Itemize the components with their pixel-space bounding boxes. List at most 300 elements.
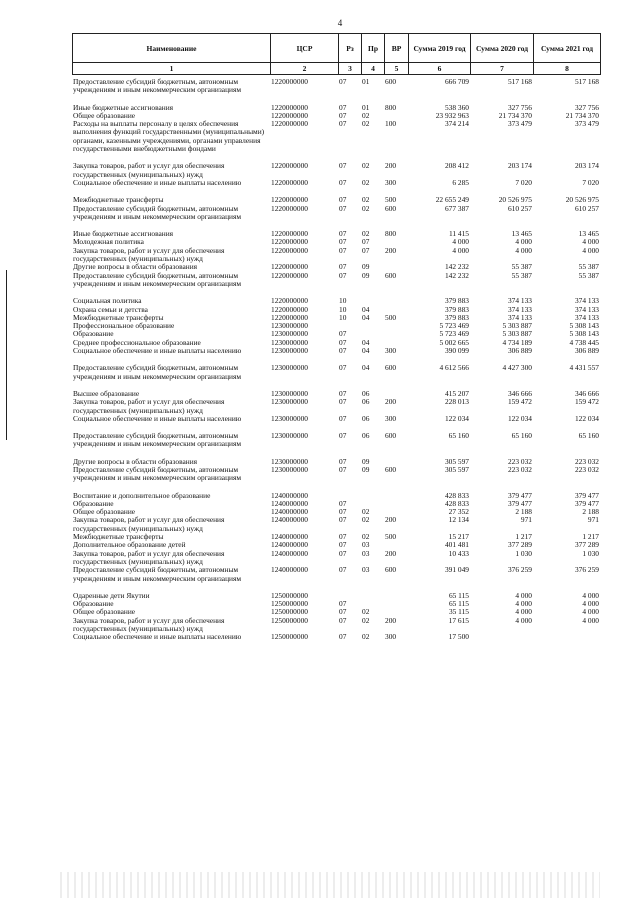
row-sum-2021: 306 889 [574,347,599,356]
row-sum-2020: 4 000 [515,608,532,617]
row-rz: 07 [339,103,347,112]
page-number: 4 [337,18,343,28]
row-pr [361,600,384,608]
row-sum-2020: 21 734 370 [498,111,532,120]
row-csr: 1250000000 [271,600,308,609]
row-sum-2019: 27 352 [448,508,469,517]
row-name: Межбюджетные трансферты [73,313,164,322]
table-row [72,415,600,423]
row-spacer [72,288,600,297]
row-pr: 01 [362,78,370,86]
row-sum-2021: 2 188 [582,508,599,517]
row-rz: 07 [339,271,347,280]
row-sum-2019: 22 655 249 [435,196,469,205]
table-row [72,608,600,616]
row-sum-2020: 517 168 [507,78,532,86]
row-csr: 1240000000 [271,516,308,525]
row-sum-2019: 4 000 [452,246,469,255]
row-csr: 1250000000 [271,633,308,642]
row-csr: 1220000000 [271,305,308,314]
row-sum-2021: 377 289 [574,541,599,550]
table-row [72,322,600,330]
row-sum-2020: 379 477 [507,499,532,508]
row-vr: 200 [385,516,397,525]
row-vr [384,238,408,246]
row-vr [384,112,408,120]
row-rz: 07 [339,230,347,239]
row-rz: 07 [339,516,347,525]
row-rz: 07 [339,246,347,255]
row-name: Предоставление субсидий бюджетным, автономным учреждениям и иным некоммерческим организациям [73,432,242,449]
row-vr: 600 [385,364,397,373]
row-sum-2021: 7 020 [582,178,599,187]
row-vr [384,297,408,305]
row-rz: 07 [339,238,347,247]
row-sum-2019: 391 049 [444,566,469,575]
table-row [72,205,600,222]
row-vr: 200 [385,616,397,625]
row-sum-2020: 4 000 [515,600,532,609]
margin-mark [6,270,7,440]
row-sum-2020: 20 526 975 [498,196,532,205]
row-csr: 1230000000 [271,347,308,356]
row-pr: 06 [362,432,370,441]
row-vr: 300 [385,414,397,423]
row-sum-2021: 1 030 [582,549,599,558]
row-csr: 1250000000 [271,608,308,617]
row-name: Предоставление субсидий бюджетным, автономным учреждениям и иным некоммерческим организациям [73,204,242,221]
row-pr: 04 [362,338,370,347]
row-sum-2021: 13 465 [578,230,599,239]
row-sum-2021: 4 000 [582,591,599,600]
row-sum-2021: 4 000 [582,238,599,247]
row-csr: 1220000000 [271,230,308,239]
row-rz [338,492,361,500]
row-sum-2021: 203 174 [574,162,599,171]
table-row [72,297,600,305]
row-sum-2020: 4 000 [515,246,532,255]
row-rz [338,592,361,600]
row-sum-2020: 223 032 [507,457,532,466]
row-pr: 03 [362,541,370,550]
row-pr: 01 [362,103,370,112]
row-sum-2020: 4 000 [515,591,532,600]
row-csr: 1230000000 [271,322,308,331]
row-name: Закупка товаров, работ и услуг для обеспечения государственных (муниципальных) нужд [73,398,225,415]
row-sum-2019: 65 160 [448,432,469,441]
table-row [72,592,600,600]
row-name: Социальное обеспечение и иные выплаты населению [73,414,242,423]
row-sum-2020: 373 479 [507,120,532,129]
row-sum-2019: 6 285 [452,178,469,187]
row-vr [384,592,408,600]
col-header-rz: Рз [339,34,362,63]
row-vr [384,600,408,608]
row-spacer [72,221,600,230]
row-spacer-cell [72,483,600,492]
row-name: Закупка товаров, работ и услуг для обеспечения государственных (муниципальных) нужд [73,516,225,533]
row-spacer [72,95,600,104]
row-sum-2021: 55 387 [578,271,599,280]
row-csr: 1240000000 [271,541,308,550]
row-pr: 02 [362,516,370,525]
table-row [72,541,600,549]
row-csr: 1240000000 [271,499,308,508]
row-pr: 02 [362,162,370,171]
row-sum-2021: 55 387 [578,263,599,272]
row-spacer-cell [72,221,600,230]
row-sum-2021: 376 259 [574,566,599,575]
row-name: Закупка товаров, работ и услуг для обеспечения государственных (муниципальных) нужд [73,246,225,264]
row-sum-2020: 55 387 [511,271,532,280]
row-csr: 1230000000 [271,398,308,407]
row-sum-2019: 305 597 [444,457,469,466]
row-name: Молодежная политика [73,238,144,247]
row-sum-2019: 5 002 665 [439,338,469,347]
row-spacer-cell [72,153,600,162]
row-vr [384,508,408,516]
row-pr: 04 [362,364,370,373]
row-name: Высшее образование [73,389,140,398]
col-num-6: 6 [409,63,471,75]
row-sum-2019: 228 013 [444,398,469,407]
row-pr: 02 [362,111,370,120]
col-num-3: 3 [339,63,362,75]
row-name: Межбюджетные трансферты [73,196,164,205]
row-sum-2020: 4 427 300 [502,364,532,373]
row-sum-2021: 374 133 [574,313,599,322]
row-rz: 07 [339,398,347,407]
row-sum-2021: 327 756 [574,103,599,112]
row-sum-2019: 17 615 [448,616,469,625]
row-vr [384,608,408,616]
row-spacer-cell [72,355,600,364]
row-vr: 600 [385,432,397,441]
row-sum-2019: 379 883 [444,305,469,314]
table-row [72,230,600,238]
row-rz: 10 [339,297,347,306]
row-vr [384,263,408,271]
row-rz: 07 [339,338,347,347]
row-name: Закупка товаров, работ и услуг для обеспечения государственных (муниципальных) нужд [73,162,225,179]
row-csr: 1230000000 [271,414,308,423]
table-row [72,508,600,516]
row-pr: 04 [362,347,370,356]
row-sum-2019: 15 217 [448,533,469,542]
row-name: Иные бюджетные ассигнования [73,230,174,239]
row-name: Другие вопросы в области образования [73,263,198,272]
row-name: Охрана семьи и детства [73,305,148,314]
row-name: Иные бюджетные ассигнования [73,103,174,112]
row-sum-2020: 5 303 887 [502,330,532,339]
row-pr: 02 [362,204,370,213]
row-pr: 04 [362,305,370,314]
row-rz: 07 [339,120,347,129]
col-header-2020: Сумма 2020 год [471,34,534,63]
row-name: Одаренные дети Якутии [73,591,150,600]
row-sum-2019: 142 232 [444,271,469,280]
table-row [72,432,600,449]
row-sum-2021: 159 472 [574,398,599,407]
table-row [72,347,600,355]
row-pr: 09 [362,465,370,474]
row-csr: 1220000000 [271,204,308,213]
row-sum-2019: 390 099 [444,347,469,356]
row-sum-2019: 379 883 [444,297,469,306]
row-sum-2021: 223 032 [574,457,599,466]
row-spacer-cell [72,187,600,196]
row-vr: 500 [385,196,397,205]
row-sum-2020: 374 133 [507,297,532,306]
row-sum-2020: 379 477 [507,491,532,500]
row-name: Воспитание и дополнительное образование [73,491,211,500]
row-sum-2021: 373 479 [574,120,599,129]
table-row [72,566,600,583]
table-row [72,492,600,500]
row-pr: 02 [362,608,370,617]
row-pr: 07 [362,246,370,255]
row-vr [384,390,408,398]
row-sum-2020: 203 174 [507,162,532,171]
row-pr: 02 [362,230,370,239]
row-rz: 07 [339,549,347,558]
table-header [72,33,601,75]
row-sum-2021: 4 738 445 [569,338,599,347]
row-name: Расходы на выплаты персоналу в целях обеспечения выполнения функций государственными (муниципальными) органами, казенными учреждениями, органами управления государственными внебюджетными фондами [73,120,265,154]
row-csr: 1230000000 [271,465,308,474]
row-rz: 07 [339,162,347,171]
row-csr: 1230000000 [271,338,308,347]
row-csr: 1220000000 [271,271,308,280]
col-num-8: 8 [534,63,601,75]
table-row [72,339,600,347]
row-sum-2019: 5 723 469 [439,330,469,339]
row-sum-2019: 35 115 [448,608,469,617]
row-vr: 200 [385,162,397,171]
row-sum-2019: 305 597 [444,465,469,474]
row-spacer [72,381,600,390]
table-row [72,364,600,381]
row-rz: 07 [339,633,347,642]
col-header-csr: ЦСР [271,34,339,63]
row-pr: 02 [362,633,370,642]
table-row [72,247,600,264]
table-row [72,179,600,187]
row-spacer-cell [72,381,600,390]
row-rz: 10 [339,313,347,322]
row-sum-2020: 223 032 [507,465,532,474]
row-sum-2019: 666 709 [444,78,469,86]
row-sum-2020: 374 133 [507,305,532,314]
table-row [72,398,600,415]
row-sum-2021: 379 477 [574,499,599,508]
row-vr: 300 [385,347,397,356]
row-name: Дополнительное образование детей [73,541,186,550]
row-sum-2021: 5 308 143 [569,330,599,339]
row-sum-2021: 374 133 [574,297,599,306]
row-sum-2021: 517 168 [574,78,599,86]
row-pr: 09 [362,263,370,272]
row-pr: 02 [362,616,370,625]
row-vr: 300 [385,178,397,187]
row-pr: 02 [362,533,370,542]
table-row [72,500,600,508]
row-rz: 07 [339,608,347,617]
row-rz: 07 [339,178,347,187]
row-sum-2019: 4 000 [452,238,469,247]
row-sum-2021: 374 133 [574,305,599,314]
table-row [72,238,600,246]
row-sum-2020 [470,633,533,641]
row-csr: 1240000000 [271,533,308,542]
row-vr: 600 [385,204,397,213]
row-sum-2021: 4 000 [582,616,599,625]
row-sum-2021: 4 000 [582,600,599,609]
row-rz: 07 [339,78,347,86]
row-csr: 1220000000 [271,103,308,112]
col-header-2019: Сумма 2019 год [409,34,471,63]
row-spacer [72,187,600,196]
row-vr [384,322,408,330]
row-sum-2019: 208 412 [444,162,469,171]
row-sum-2020: 13 465 [511,230,532,239]
row-name: Образование [73,600,114,609]
row-sum-2021: 122 034 [574,414,599,423]
table-row [72,330,600,338]
row-sum-2021: 379 477 [574,491,599,500]
row-sum-2020: 4 000 [515,616,532,625]
row-name: Предоставление субсидий бюджетным, автономным учреждениям и иным некоммерческим организациям [73,364,242,381]
row-sum-2020: 4 734 189 [502,338,532,347]
row-pr: 06 [362,389,370,398]
row-sum-2019: 65 115 [448,600,469,609]
row-pr [361,500,384,508]
row-sum-2019: 142 232 [444,263,469,272]
table-row [72,272,600,289]
row-sum-2019: 122 034 [444,414,469,423]
row-sum-2021: 346 666 [574,389,599,398]
row-vr: 200 [385,246,397,255]
row-sum-2020: 55 387 [511,263,532,272]
row-name: Другие вопросы в области образования [73,457,198,466]
row-pr: 04 [362,313,370,322]
row-sum-2019: 415 207 [444,389,469,398]
row-rz: 07 [339,263,347,272]
row-sum-2019: 379 883 [444,313,469,322]
row-spacer-cell [72,95,600,104]
row-spacer [72,583,600,592]
col-num-4: 4 [362,63,385,75]
row-rz: 07 [339,616,347,625]
table-row [72,516,600,533]
row-sum-2021: 20 526 975 [565,196,599,205]
row-sum-2021: 1 217 [582,533,599,542]
row-sum-2020: 159 472 [507,398,532,407]
col-header-name: Наименование [73,34,271,63]
row-vr: 600 [385,465,397,474]
row-sum-2020: 346 666 [507,389,532,398]
row-spacer-cell [72,583,600,592]
row-vr [384,492,408,500]
row-sum-2019: 428 833 [444,491,469,500]
row-rz: 07 [339,533,347,542]
row-pr: 02 [362,120,370,129]
row-csr: 1230000000 [271,364,308,373]
row-pr: 02 [362,508,370,517]
row-rz: 07 [339,566,347,575]
row-rz: 07 [339,196,347,205]
row-sum-2021: 4 000 [582,246,599,255]
row-vr: 200 [385,549,397,558]
row-spacer [72,153,600,162]
row-spacer-cell [72,449,600,458]
row-sum-2020: 1 030 [515,549,532,558]
row-name: Межбюджетные трансферты [73,533,164,542]
row-name: Закупка товаров, работ и услуг для обеспечения государственных (муниципальных) нужд [73,616,225,634]
row-sum-2020: 377 289 [507,541,532,550]
row-csr: 1250000000 [271,616,308,625]
row-rz: 07 [339,499,347,508]
row-csr: 1220000000 [271,196,308,205]
row-spacer [72,483,600,492]
row-vr [384,541,408,549]
row-sum-2021 [533,633,600,641]
row-sum-2019: 677 387 [444,204,469,213]
row-pr: 07 [362,238,370,247]
row-vr: 500 [385,313,397,322]
row-vr [384,339,408,347]
row-sum-2021: 610 257 [574,204,599,213]
row-sum-2019: 23 932 963 [435,111,469,120]
row-name: Предоставление субсидий бюджетным, автономным учреждениям и иным некоммерческим организациям [73,271,242,288]
col-num-5: 5 [385,63,409,75]
table-row [72,550,600,567]
row-pr: 03 [362,566,370,575]
budget-table [72,78,600,642]
row-rz: 07 [339,541,347,550]
col-header-vr: ВР [385,34,409,63]
row-spacer [72,423,600,432]
row-csr: 1230000000 [271,389,308,398]
row-name: Предоставление субсидий бюджетным, автономным учреждениям и иным некоммерческим организациям [73,566,242,583]
row-csr: 1220000000 [271,111,308,120]
row-sum-2019: 538 360 [444,103,469,112]
table-row [72,458,600,466]
row-csr: 1220000000 [271,162,308,171]
row-sum-2020: 122 034 [507,414,532,423]
row-sum-2019: 428 833 [444,499,469,508]
row-rz: 07 [339,111,347,120]
row-sum-2021: 4 431 557 [569,364,599,373]
row-name: Социальное обеспечение и иные выплаты населению [73,178,242,187]
row-csr: 1230000000 [271,330,308,339]
row-name: Образование [73,499,114,508]
row-sum-2019: 5 723 469 [439,322,469,331]
row-name: Общее образование [73,111,136,120]
row-sum-2020: 376 259 [507,566,532,575]
row-spacer-cell [72,423,600,432]
table-row [72,263,600,271]
row-name: Социальное обеспечение и иные выплаты населению [73,633,242,642]
row-csr: 1220000000 [271,178,308,187]
row-name: Общее образование [73,608,136,617]
row-pr: 02 [362,196,370,205]
row-sum-2020: 971 [520,516,532,525]
row-vr: 100 [385,120,397,129]
row-sum-2020: 306 889 [507,347,532,356]
row-sum-2020: 5 303 887 [502,322,532,331]
table-row [72,112,600,120]
